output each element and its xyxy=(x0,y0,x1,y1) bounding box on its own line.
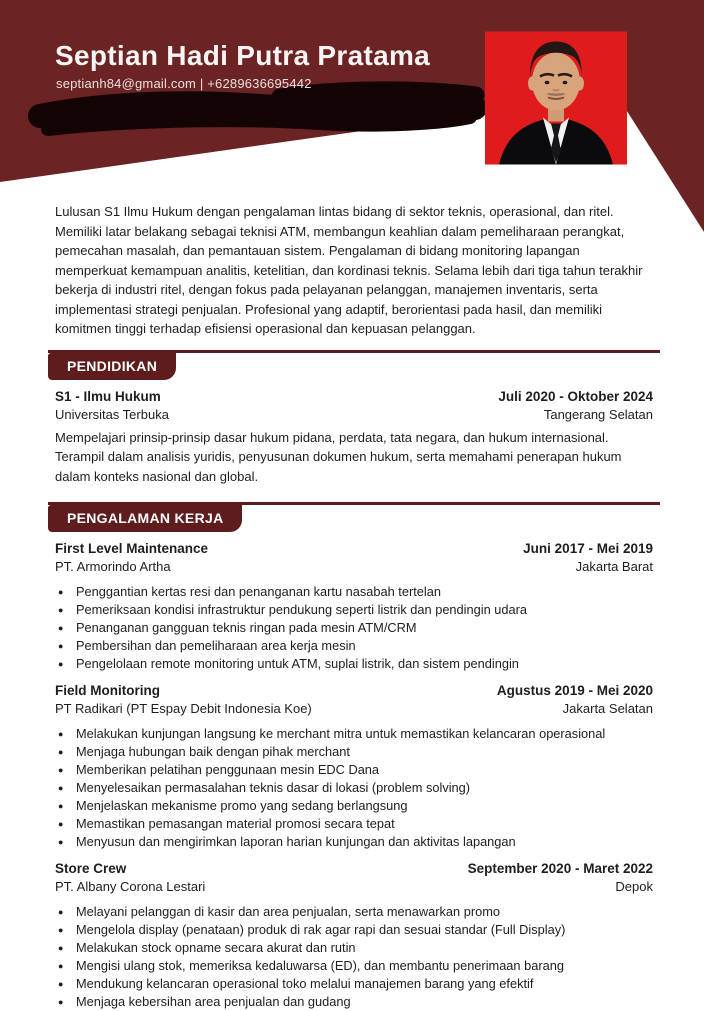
job-bullet: ● Pembersihan dan pemeliharaan area kerja mesin xyxy=(55,637,653,654)
job-bullet: ● Menjelaskan mekanisme promo yang sedang berlangsung xyxy=(55,797,653,814)
job-bullet-list xyxy=(55,725,653,850)
institution-name: Universitas Terbuka xyxy=(55,406,169,422)
job-company: PT. Albany Corona Lestari xyxy=(55,879,206,894)
job-bullet: ● Pemeriksaan kondisi infrastruktur pendukung seperti listrik dan pendingin udara xyxy=(55,601,653,618)
job-bullet: ● Menyusun dan mengirimkan laporan harian kunjungan dan aktivitas lapangan xyxy=(55,833,653,850)
job-entry-field-monitoring xyxy=(55,682,653,850)
job-entry-store-crew xyxy=(55,860,653,1010)
pendidikan-badge: PENDIDIKAN xyxy=(48,353,176,380)
job-company: PT. Armorindo Artha xyxy=(55,559,171,574)
candidate-name: Septian Hadi Putra Pratama xyxy=(55,40,431,71)
job-bullet: ● Pengelolaan remote monitoring untuk ATM, suplai listrik, dan sistem pendingin xyxy=(55,655,653,672)
job-location: Jakarta Selatan xyxy=(562,701,653,716)
education-entry xyxy=(55,388,653,487)
job-entry-first-level-maintenance xyxy=(55,540,653,672)
job-bullet: ● Menjaga kebersihan area penjualan dan gudang xyxy=(55,993,653,1010)
job-company: PT Radikari (PT Espay Debit Indonesia Koe) xyxy=(55,701,312,716)
job-location: Jakarta Barat xyxy=(575,559,653,574)
job-bullet: ● Melakukan stock opname secara akurat dan rutin xyxy=(55,939,653,956)
job-bullet: ● Melakukan kunjungan langsung ke merchant mitra untuk memastikan kelancaran operasional xyxy=(55,725,653,742)
job-bullet: ● Mengisi ulang stok, memeriksa kedaluwarsa (ED), dan membantu penerimaan barang xyxy=(55,957,653,974)
job-bullet-list xyxy=(55,583,653,672)
job-period: September 2020 - Maret 2022 xyxy=(467,861,653,876)
education-period: Juli 2020 - Oktober 2024 xyxy=(498,388,653,404)
degree-title: S1 - Ilmu Hukum xyxy=(55,388,161,404)
job-bullet: ● Penggantian kertas resi dan penanganan kartu nasabah tertelan xyxy=(55,583,653,600)
job-bullet: ● Memastikan pemasangan material promosi secara tepat xyxy=(55,815,653,832)
job-bullet-list xyxy=(55,903,653,1010)
section-header-pendidikan xyxy=(48,350,660,380)
job-title: First Level Maintenance xyxy=(55,541,209,556)
job-title: Field Monitoring xyxy=(55,683,160,698)
education-location: Tangerang Selatan xyxy=(543,406,653,422)
education-description: Mempelajari prinsip-prinsip dasar hukum pidana, perdata, tata negara, dan hukum internasional. Terampil dalam analisis yuridis, penyusunan dokumen hukum, serta memahami penerapan hukum dalam konteks nasional dan global. xyxy=(55,429,622,484)
pengalaman-kerja-badge: PENGALAMAN KERJA xyxy=(48,505,242,532)
job-title: Store Crew xyxy=(55,861,127,876)
job-location: Depok xyxy=(615,879,653,894)
job-period: Agustus 2019 - Mei 2020 xyxy=(496,683,653,698)
summary-paragraph: Lulusan S1 Ilmu Hukum dengan pengalaman lintas bidang di sektor teknis, operasional, dan ritel. Memiliki latar belakang sebagai teknisi ATM, membangun keahlian dalam pemeliharaan perangkat, pemecahan masalah, dan pemantauan sistem. Pengalaman di bidang monitoring lapangan memperkuat kemampuan analitis, ketelitian, dan kordinasi teknis. Selama lebih dari tiga tahun terakhir bekerja di industri ritel, dengan fokus pada pelayanan pelanggan, manajemen inventaris, serta implementasi strategi penjualan. Profesional yang adaptif, berorientasi pada hasil, dan memiliki komitmen tinggi terhadap efisiensi operasional dan kepuasan pelanggan. xyxy=(55,204,643,336)
job-bullet: ● Mengelola display (penataan) produk di rak agar rapi dan sesuai standar (Full Display) xyxy=(55,921,653,938)
job-bullet: ● Menyelesaikan permasalahan teknis dasar di lokasi (problem solving) xyxy=(55,779,653,796)
section-header-pengalaman-kerja xyxy=(48,502,660,532)
contact-line: septianh84@gmail.com | +6289636695442 xyxy=(56,76,312,91)
job-bullet: ● Penanganan gangguan teknis ringan pada mesin ATM/CRM xyxy=(55,619,653,636)
job-bullet: ● Mendukung kelancaran operasional toko melalui manajemen barang yang efektif xyxy=(55,975,653,992)
job-bullet: ● Menjaga hubungan baik dengan pihak merchant xyxy=(55,743,653,760)
job-bullet: ● Memberikan pelatihan penggunaan mesin EDC Dana xyxy=(55,761,653,778)
job-bullet: ● Melayani pelanggan di kasir dan area penjualan, serta menawarkan promo xyxy=(55,903,653,920)
job-period: Juni 2017 - Mei 2019 xyxy=(523,541,653,556)
